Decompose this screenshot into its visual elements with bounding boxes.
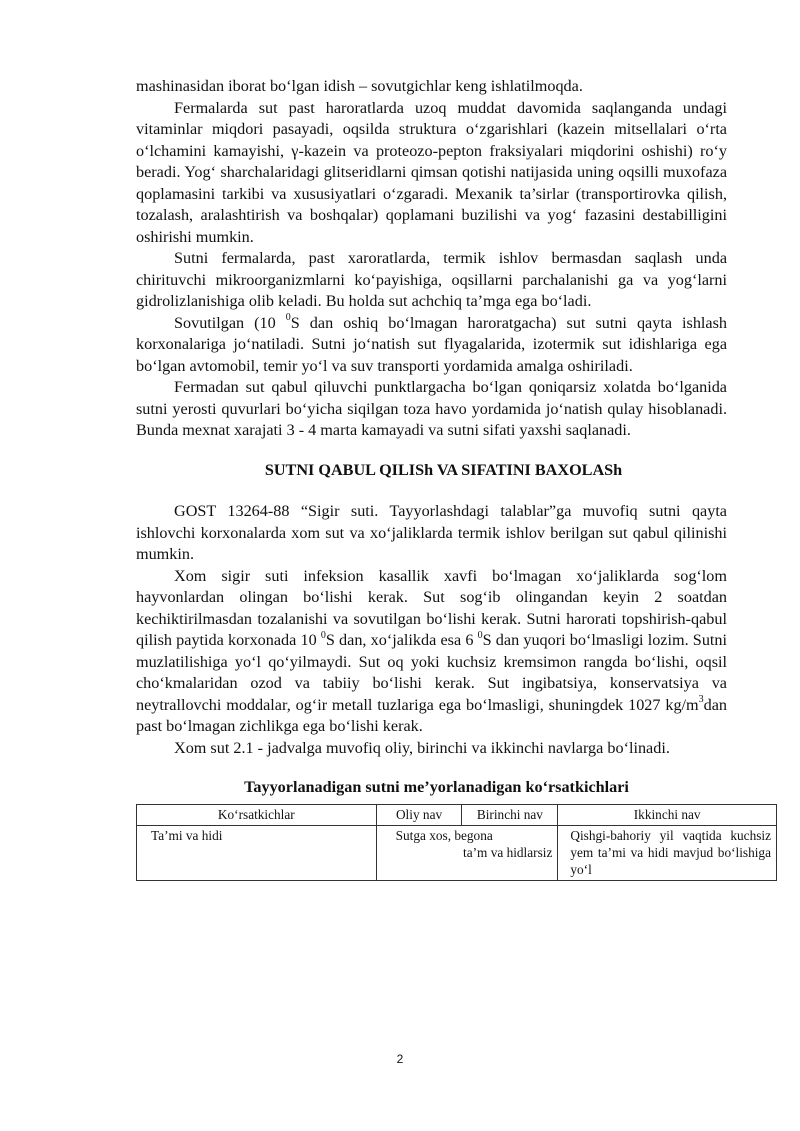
- text-segment: Sovutilgan (10: [174, 313, 286, 332]
- milk-indicators-table: [136, 804, 777, 881]
- paragraph-continuation: mashinasidan iborat bo‘lgan idish – sovutgichlar keng ishlatilmoqda.: [136, 77, 583, 95]
- paragraph-farm-storage: Sutni fermalarda, past xaroratlarda, termik ishlov bermasdan saqlash unda chirituvchi mikroorganizmlarni ko‘payishiga, oqsillarni parchalanishi ga va yog‘larni gidrolizlanishiga olib keladi. Bu holda sut achchiq ta’mga ega bo‘ladi.: [136, 249, 727, 310]
- section-heading: SUTNI QABUL QILISh VA SIFATINI BAXOLASh: [264, 460, 623, 479]
- header-ikkinchi-nav: Ikkinchi nav: [558, 804, 777, 825]
- cell-indicator: Ta’mi va hidi: [137, 825, 377, 880]
- text-segment: S dan, xo‘jalikda esa 6: [325, 631, 478, 649]
- text-segment: S dan oshiq bo‘lmagan haroratgacha) sut sutni qayta ishlash korxonalariga jo‘natiladi. Sutni jo‘natish sut flyagalarida, izotermik sut idishlariga ega bo‘lgan avtomobil, temir yo‘l va suv transporti yordamida amalga oshiriladi.: [136, 313, 727, 375]
- header-oliy-nav: Oliy nav: [376, 804, 462, 825]
- cell-line: ta’m va hidlarsiz: [463, 844, 553, 860]
- degree-superscript: 0: [477, 629, 483, 641]
- document-page: [136, 76, 771, 881]
- cell-line: Sutga xos, begona: [395, 827, 493, 843]
- text-segment: dan past bo‘lmagan zichlikga ega bo‘lishi kerak.: [136, 695, 727, 735]
- text-segment: S dan yuqori bo‘lmasligi lozim. Sutni muzlatilishiga yo‘l qo‘yilmaydi. Sut oq yoki kuchsiz kremsimon rangda bo‘lishi, oqsil cho‘kmalaridan ozod va tabiiy bo‘lishi kerak. Sut ingibatsiya, konservatsiya va neytrallovchi moddalar, og‘ir metall tuzlariga ega bo‘lmasligi, shuningdek 1027 kg/m: [136, 631, 727, 714]
- degree-superscript: 0: [285, 312, 291, 324]
- text-segment: Xom sigir suti infeksion kasallik xavfi bo‘lmagan xo‘jaliklarda sog‘lom hayvonlardan olingan bo‘lishi kerak. Sut sog‘ib olingandan keyin 2 soatdan kechiktirilmasdan tozalanishi va sovutilgan bo‘lishi kerak. Sutni harorati topshirish-qabul qilish paytida korxonada 10: [136, 566, 727, 649]
- paragraph-storage-effects: Fermalarda sut past haroratlarda uzoq muddat davomida saqlanganda undagi vitaminlar miqdori pasayadi, oqsilda struktura o‘zgarishlari (kazein mitsellalari o‘rta o‘lchamini kamayishi, γ-kazein va proteozo-pepton fraksiyalari miqdorini oshishi) ro‘y beradi. Yog‘ sharchalaridagi glitseridlarni qimsan qotishi natijasida uning oqsilli muxofaza qoplamasini tarkibi va xususiyatlari o‘zgaradi. Mexanik ta’sirlar (transportirovka qilish, tozalash, aralashtirish va boshqalar) qoplamani buzilishi va yog‘ fazasini destabilligini oshirishi mumkin.: [136, 98, 727, 246]
- paragraph-grades: Xom sut 2.1 - jadvalga muvofiq oliy, birinchi va ikkinchi navlarga bo‘linadi.: [174, 738, 670, 757]
- page-number: 2: [396, 1052, 404, 1066]
- header-indicators: Ko‘rsatkichlar: [137, 804, 377, 825]
- paragraph-cooled-milk: [136, 313, 727, 378]
- paragraph-gost: GOST 13264-88 “Sigir suti. Tayyorlashdagi talablar”ga muvofiq sutni qayta ishlovchi korxonalarda xom sut va xo‘jaliklarda termik ishlov berilgan sut qabul qilinishi mumkin.: [136, 502, 727, 563]
- table-title: Tayyorlanadigan sutni me’yorlanadigan ko‘rsatkichlari: [244, 778, 629, 796]
- paragraph-raw-milk-requirements: [136, 566, 727, 738]
- paragraph-pipeline-transport: Fermadan sut qabul qiluvchi punktlargacha bo‘lgan qoniqarsiz xolatda bo‘lganida sutni yerosti quvurlari bo‘yicha siqilgan toza havo yordamida jo‘natish qulay hisoblanadi. Bunda mexnat xarajati 3 - 4 marta kamayadi va sutni sifati yaxshi saqlanadi.: [136, 378, 727, 439]
- cell-ikkinchi: Qishgi-bahoriy yil vaqtida kuchsiz yem ta’mi va hidi mavjud bo‘lishiga yo‘l: [558, 825, 777, 880]
- degree-superscript: 0: [320, 629, 326, 641]
- table-row: [137, 825, 777, 880]
- header-birinchi-nav: Birinchi nav: [462, 804, 558, 825]
- cell-oliy-birinchi: [376, 825, 558, 880]
- cubic-superscript: 3: [698, 694, 704, 706]
- table-header-row: [137, 804, 777, 825]
